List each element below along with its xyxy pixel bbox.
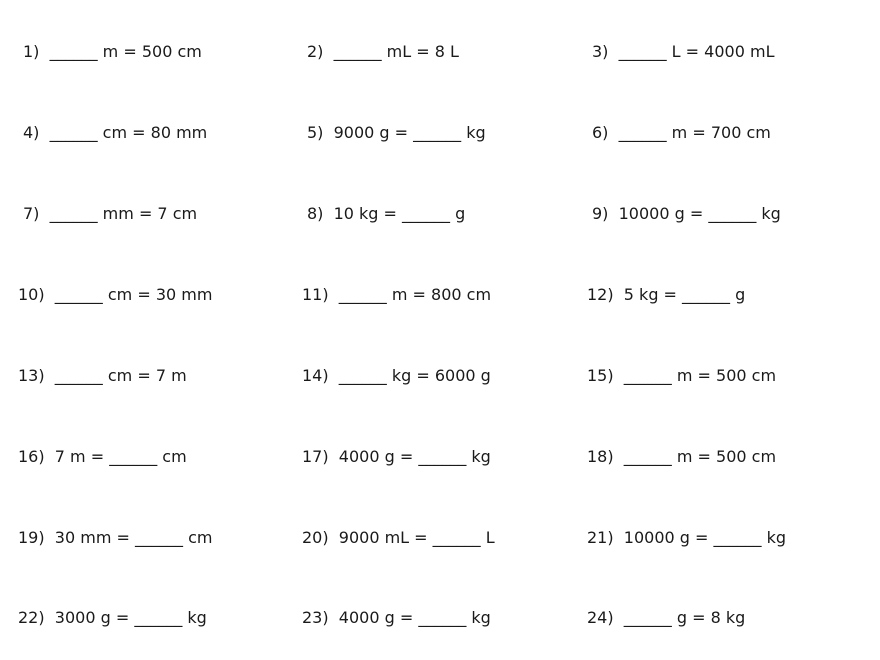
problem-text: ______ m = 800 cm (338, 285, 492, 304)
problem-5 (307, 118, 486, 148)
problem-text: 3000 g = ______ kg (54, 608, 207, 627)
problem-number: 9) (592, 204, 609, 223)
problem-text: 10 kg = ______ g (333, 204, 466, 223)
problem-number: 16) (18, 447, 45, 466)
problem-row (0, 523, 880, 553)
problem-12 (587, 280, 745, 310)
problem-text: 4000 g = ______ kg (338, 447, 491, 466)
problem-text: 5 kg = ______ g (623, 285, 746, 304)
problem-row (0, 361, 880, 391)
problem-number: 4) (23, 123, 40, 142)
problem-number: 1) (23, 42, 40, 61)
problem-19 (18, 523, 212, 553)
problem-text: 9000 mL = ______ L (338, 528, 495, 547)
problem-number: 10) (18, 285, 45, 304)
problem-number: 6) (592, 123, 609, 142)
problem-text: ______ m = 700 cm (618, 123, 771, 142)
problem-24 (587, 603, 745, 633)
problem-2 (307, 37, 459, 67)
problem-text: ______ m = 500 cm (623, 447, 777, 466)
problem-text: ______ g = 8 kg (623, 608, 746, 627)
problem-number: 5) (307, 123, 324, 142)
problem-number: 11) (302, 285, 329, 304)
problem-text: ______ m = 500 cm (623, 366, 777, 385)
problem-number: 23) (302, 608, 329, 627)
problem-row (0, 199, 880, 229)
problem-17 (302, 442, 491, 472)
problem-number: 7) (23, 204, 40, 223)
problem-text: 4000 g = ______ kg (338, 608, 491, 627)
problem-number: 17) (302, 447, 329, 466)
problem-number: 12) (587, 285, 614, 304)
problem-number: 22) (18, 608, 45, 627)
problem-text: ______ m = 500 cm (49, 42, 202, 61)
problem-number: 24) (587, 608, 614, 627)
problem-4 (23, 118, 207, 148)
problem-18 (587, 442, 776, 472)
problem-text: 9000 g = ______ kg (333, 123, 486, 142)
problem-number: 14) (302, 366, 329, 385)
problem-6 (592, 118, 771, 148)
problem-10 (18, 280, 212, 310)
problem-text: ______ mL = 8 L (333, 42, 459, 61)
problem-15 (587, 361, 776, 391)
problem-number: 18) (587, 447, 614, 466)
problem-11 (302, 280, 491, 310)
problem-text: ______ L = 4000 mL (618, 42, 775, 61)
problem-row (0, 442, 880, 472)
problem-number: 13) (18, 366, 45, 385)
problem-text: ______ cm = 80 mm (49, 123, 208, 142)
problem-21 (587, 523, 786, 553)
problem-22 (18, 603, 207, 633)
problem-number: 20) (302, 528, 329, 547)
problem-9 (592, 199, 781, 229)
problem-14 (302, 361, 491, 391)
problem-row (0, 280, 880, 310)
problem-number: 8) (307, 204, 324, 223)
problem-text: ______ cm = 30 mm (54, 285, 213, 304)
problem-text: ______ mm = 7 cm (49, 204, 198, 223)
problem-13 (18, 361, 187, 391)
problem-row (0, 118, 880, 148)
problem-number: 21) (587, 528, 614, 547)
problem-8 (307, 199, 465, 229)
problem-row (0, 37, 880, 67)
problem-number: 3) (592, 42, 609, 61)
problem-text: 10000 g = ______ kg (623, 528, 787, 547)
problem-text: ______ kg = 6000 g (338, 366, 491, 385)
problem-number: 15) (587, 366, 614, 385)
problem-text: 30 mm = ______ cm (54, 528, 213, 547)
problem-row (0, 603, 880, 633)
problem-16 (18, 442, 187, 472)
problem-23 (302, 603, 491, 633)
problem-7 (23, 199, 197, 229)
problem-number: 19) (18, 528, 45, 547)
problem-1 (23, 37, 202, 67)
problem-number: 2) (307, 42, 324, 61)
problem-text: 7 m = ______ cm (54, 447, 187, 466)
problem-text: 10000 g = ______ kg (618, 204, 781, 223)
problem-20 (302, 523, 495, 553)
problem-text: ______ cm = 7 m (54, 366, 187, 385)
problem-3 (592, 37, 774, 67)
